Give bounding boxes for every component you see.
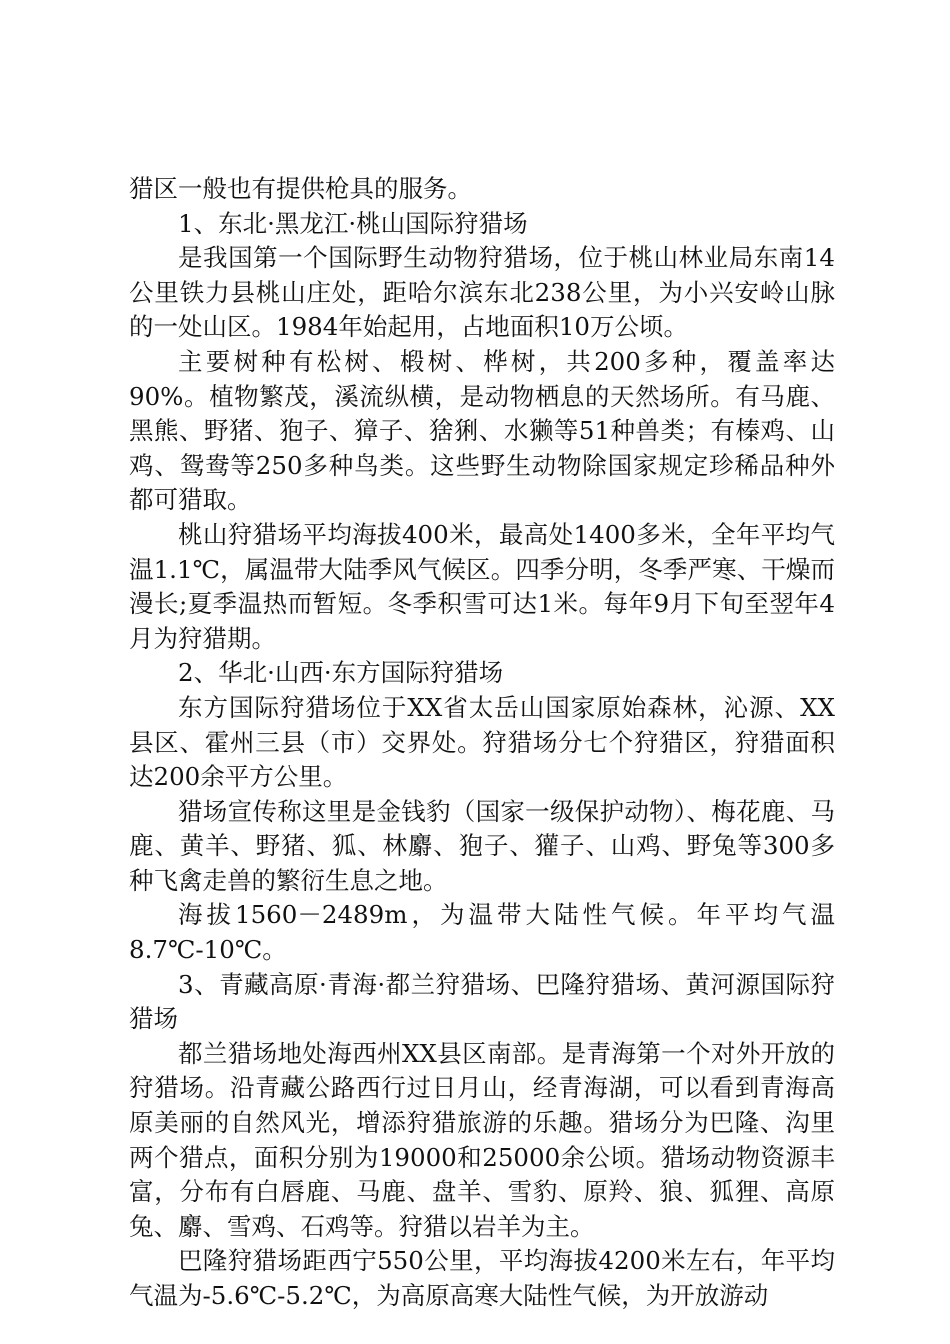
section-heading-qinghai: 3、青藏高原·青海·都兰狩猎场、巴隆狩猎场、黄河源国际狩猎场: [129, 969, 835, 1034]
paragraph-dongfang-climate: 海拔1560－2489m，为温带大陆性气候。年平均气温8.7℃-10℃。: [129, 900, 835, 965]
body-text: [129, 172, 835, 1314]
paragraph-taoshan-species: 主要树种有松树、椴树、桦树，共200多种，覆盖率达90%。植物繁茂，溪流纵横，是动物栖息的天然场所。有马鹿、黑熊、野猪、狍子、獐子、猞猁、水獭等51种兽类；有榛鸡、山鸡、鸳鸯等250多种鸟类。这些野生动物除国家规定珍稀品种外都可猎取。: [129, 346, 835, 515]
section-heading-dongfang: 2、华北·山西·东方国际狩猎场: [178, 658, 504, 688]
paragraph-dulan: 都兰猎场地处海西州XX县区南部。是青海第一个对外开放的狩猎场。沿青藏公路西行过日月山，经青海湖，可以看到青海高原美丽的自然风光，增添狩猎旅游的乐趣。猎场分为巴隆、沟里两个猎点，面积分别为19000和25000余公顷。猎场动物资源丰富，分布有白唇鹿、马鹿、盘羊、雪豹、原羚、狼、狐狸、高原兔、麝、雪鸡、石鸡等。狩猎以岩羊为主。: [129, 1038, 835, 1241]
paragraph-dongfang-location: 东方国际狩猎场位于XX省太岳山国家原始森林，沁源、XX县区、霍州三县（市）交界处。狩猎场分七个狩猎区，狩猎面积达200余平方公里。: [129, 692, 835, 792]
paragraph-balong: 巴隆狩猎场距西宁550公里，平均海拔4200米左右，年平均气温为-5.6℃-5.2℃，为高原高寒大陆性气候，为开放游动: [129, 1246, 835, 1310]
section-heading-taoshan: 1、东北·黑龙江·桃山国际狩猎场: [178, 208, 528, 238]
paragraph-taoshan-climate: 桃山狩猎场平均海拔400米，最高处1400多米，全年平均气温1.1℃，属温带大陆季风气候区。四季分明，冬季严寒、干燥而漫长;夏季温热而暂短。冬季积雪可达1米。每年9月下旬至翌年4月为狩猎期。: [129, 519, 835, 653]
paragraph-taoshan-location: 是我国第一个国际野生动物狩猎场，位于桃山林业局东南14公里铁力县桃山庄处，距哈尔滨东北238公里，为小兴安岭山脉的一处山区。1984年始起用，占地面积10万公顷。: [129, 243, 835, 342]
paragraph-dongfang-species: 猎场宣传称这里是金钱豹（国家一级保护动物）、梅花鹿、马鹿、黄羊、野猪、狐、林麝、狍子、獾子、山鸡、野兔等300多种飞禽走兽的繁衍生息之地。: [129, 796, 835, 895]
paragraph-intro-continued: 猎区一般也有提供枪具的服务。: [129, 174, 472, 203]
